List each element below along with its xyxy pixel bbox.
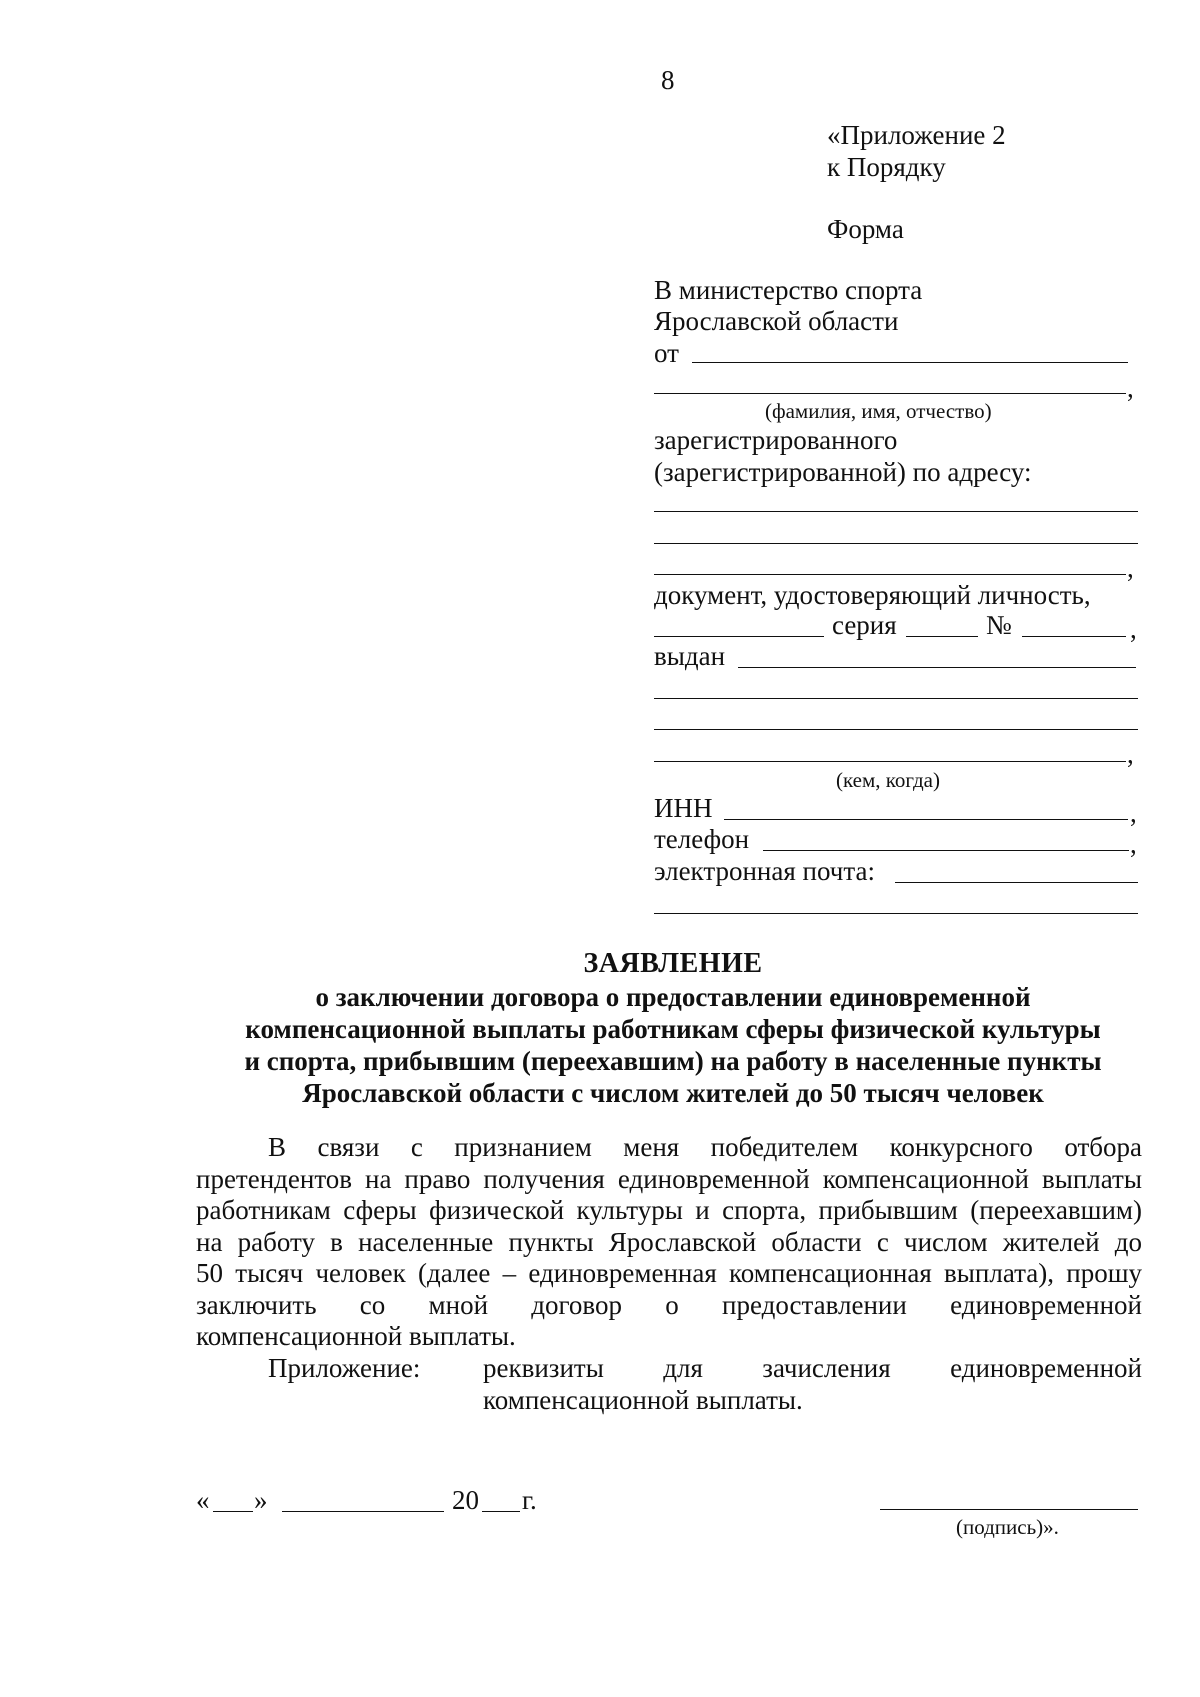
attachment-text-line1: реквизиты для зачисления единовременной: [483, 1353, 1142, 1383]
signature-field[interactable]: [880, 1509, 1138, 1510]
title-line-1: о заключении договора о предоставлении единовременной: [315, 982, 1031, 1012]
issued-caption: (кем, когда): [836, 768, 940, 792]
body-line: В связи с признанием меня победителем конкурсного отбора: [268, 1132, 1142, 1162]
phone-field[interactable]: [763, 850, 1129, 851]
form-label: Форма: [827, 214, 904, 244]
signature-caption: (подпись)».: [956, 1515, 1059, 1539]
appendix-order-ref: к Порядку: [827, 152, 946, 182]
inn-label: ИНН: [654, 793, 713, 823]
issued-label: выдан: [654, 641, 726, 671]
date-quote-close: »: [254, 1485, 268, 1515]
body-line: претендентов на право получения единовременной компенсационной выплаты: [196, 1164, 1142, 1194]
email-label: электронная почта:: [654, 856, 875, 886]
body-line: заключить со мной договор о предоставлении единовременной: [196, 1290, 1142, 1320]
date-year-prefix: 20: [452, 1485, 479, 1515]
number-field[interactable]: [1022, 636, 1126, 637]
from-comma: ,: [1127, 373, 1134, 403]
date-month-field[interactable]: [282, 1511, 444, 1512]
registered-address-label: (зарегистрированной) по адресу:: [654, 457, 1032, 487]
document-title: ЗАЯВЛЕНИЕ: [583, 948, 763, 979]
email-field[interactable]: [895, 882, 1138, 883]
id-document-label: документ, удостоверяющий личность,: [654, 580, 1091, 610]
series-label: серия: [832, 610, 897, 640]
body-line: работникам сферы физической культуры и спорта, прибывшим (переехавшим): [196, 1195, 1142, 1225]
email-field-line2[interactable]: [654, 913, 1138, 914]
title-line-3: и спорта, прибывшим (переехавшим) на работу в населенные пункты: [244, 1046, 1102, 1076]
series-field[interactable]: [906, 636, 978, 637]
body-line: 50 тысяч человек (далее – единовременная компенсационная выплата), прошу: [196, 1258, 1142, 1288]
attachment-label: Приложение:: [268, 1353, 421, 1383]
date-quote-open: «: [196, 1485, 210, 1515]
address-field-line2[interactable]: [654, 543, 1138, 544]
title-line-2: компенсационной выплаты работникам сферы физической культуры: [245, 1014, 1101, 1044]
address-comma: ,: [1127, 553, 1134, 583]
date-day-field[interactable]: [213, 1511, 253, 1512]
from-label: от: [654, 338, 679, 368]
inn-field[interactable]: [724, 819, 1128, 820]
id-document-type-field[interactable]: [654, 636, 824, 637]
title-line-4: Ярославской области с числом жителей до 50 тысяч человек: [302, 1078, 1044, 1108]
issued-field-line3[interactable]: [654, 729, 1138, 730]
issued-field-line2[interactable]: [654, 698, 1138, 699]
body-line: компенсационной выплаты.: [196, 1321, 516, 1351]
fio-caption: (фамилия, имя, отчество): [765, 399, 992, 423]
addressee-region: Ярославской области: [654, 306, 899, 336]
registered-label: зарегистрированного: [654, 425, 898, 455]
issued-field-line1[interactable]: [738, 667, 1136, 668]
page-number: 8: [661, 65, 675, 95]
number-label: №: [986, 610, 1012, 640]
phone-comma: ,: [1130, 829, 1137, 859]
date-year-suffix: г.: [522, 1485, 537, 1515]
id-comma: ,: [1130, 614, 1137, 644]
from-name-field-line2[interactable]: [654, 393, 1126, 394]
issued-comma: ,: [1127, 739, 1134, 769]
appendix-label: «Приложение 2: [827, 120, 1006, 150]
phone-label: телефон: [654, 824, 750, 854]
attachment-text-line2: компенсационной выплаты.: [483, 1385, 803, 1415]
issued-field-line4[interactable]: [654, 761, 1126, 762]
address-field-line3[interactable]: [654, 574, 1126, 575]
address-field-line1[interactable]: [654, 511, 1138, 512]
addressee-ministry: В министерство спорта: [654, 275, 923, 305]
date-year-field[interactable]: [482, 1511, 520, 1512]
body-line: на работу в населенные пункты Ярославской области с числом жителей до: [196, 1227, 1142, 1257]
from-name-field[interactable]: [692, 362, 1128, 363]
inn-comma: ,: [1130, 798, 1137, 828]
